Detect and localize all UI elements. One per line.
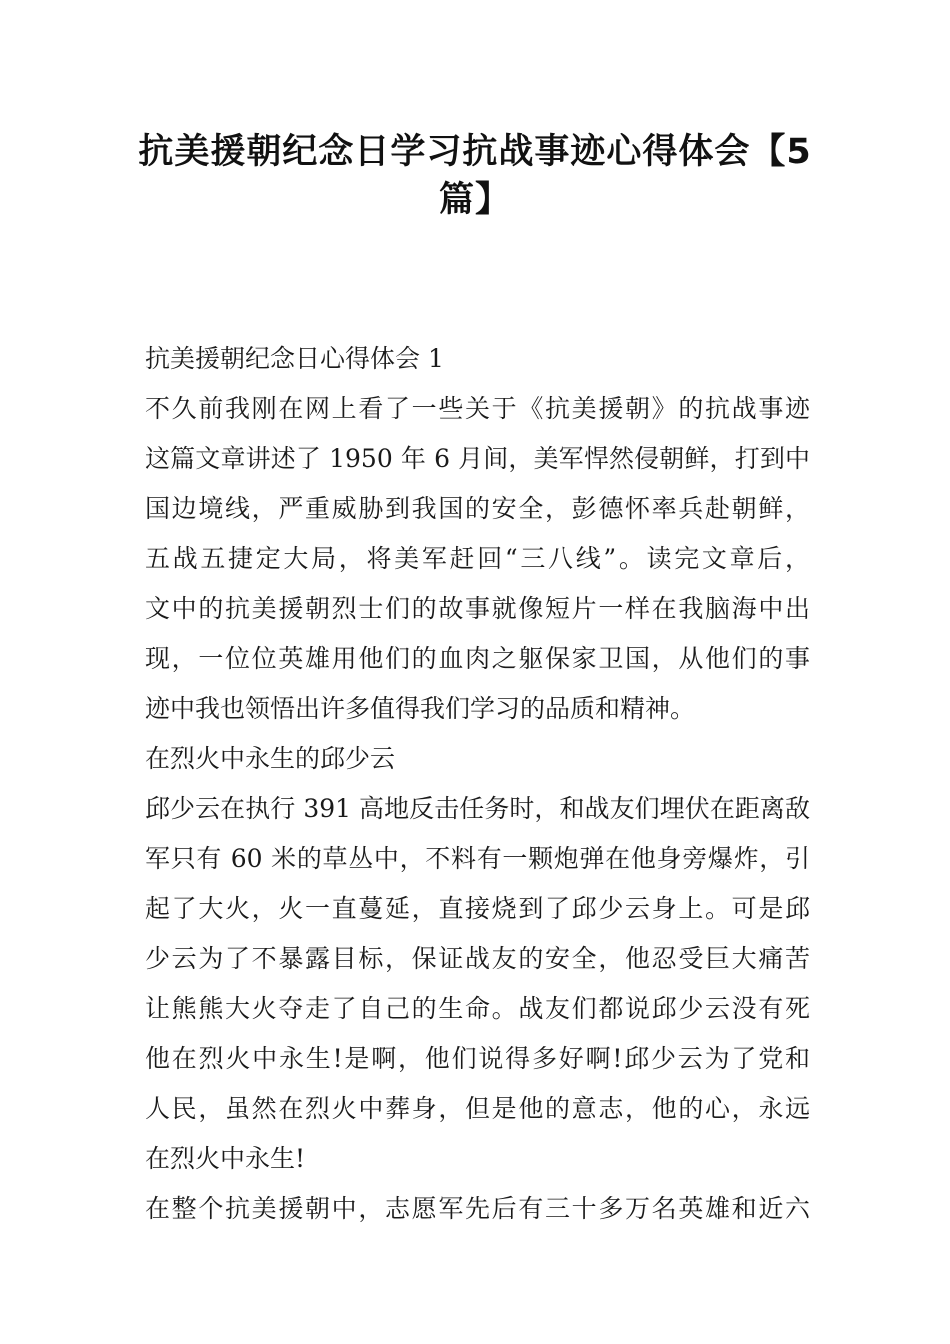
document-body <box>145 334 810 1234</box>
paragraph-line: 军只有 60 米的草丛中，不料有一颗炮弹在他身旁爆炸，引 <box>145 844 810 873</box>
paragraph-line: 不久前我刚在网上看了一些关于《抗美援朝》的抗战事迹 <box>145 394 810 423</box>
paragraph-line: 现，一位位英雄用他们的血肉之躯保家卫国，从他们的事 <box>145 644 810 673</box>
paragraph-line: 在整个抗美援朝中，志愿军先后有三十多万名英雄和近六 <box>145 1194 810 1223</box>
paragraph-line: 在烈火中永生的邱少云 <box>145 744 396 773</box>
paragraph-line: 迹中我也领悟出许多值得我们学习的品质和精神。 <box>145 694 696 723</box>
paragraph-line: 让熊熊大火夺走了自己的生命。战友们都说邱少云没有死 <box>145 994 810 1023</box>
paragraph-line: 五战五捷定大局，将美军赶回“三八线”。读完文章后， <box>145 544 810 573</box>
paragraph-line: 少云为了不暴露目标，保证战友的安全，他忍受巨大痛苦 <box>145 944 810 973</box>
paragraph-line: 这篇文章讲述了 1950 年 6 月间，美军悍然侵朝鲜，打到中 <box>145 444 810 473</box>
paragraph-line: 邱少云在执行 391 高地反击任务时，和战友们埋伏在距离敌 <box>145 794 810 823</box>
paragraph-line: 人民，虽然在烈火中葬身，但是他的意志，他的心，永远 <box>145 1094 810 1123</box>
paragraph-line: 国边境线，严重威胁到我国的安全，彭德怀率兵赴朝鲜， <box>145 494 810 523</box>
paragraph-line: 抗美援朝纪念日心得体会 1 <box>145 344 444 373</box>
paragraph-line: 在烈火中永生! <box>145 1144 306 1173</box>
paragraph-line: 他在烈火中永生!是啊，他们说得多好啊!邱少云为了党和 <box>145 1044 810 1073</box>
title-line-1: 抗美援朝纪念日学习抗战事迹心得体会【5 <box>138 132 812 172</box>
paragraph-line: 文中的抗美援朝烈士们的故事就像短片一样在我脑海中出 <box>145 594 810 623</box>
title-line-2: 篇】 <box>438 180 511 220</box>
paragraph-line: 起了大火，火一直蔓延，直接烧到了邱少云身上。可是邱 <box>145 894 810 923</box>
document-title <box>120 128 830 224</box>
